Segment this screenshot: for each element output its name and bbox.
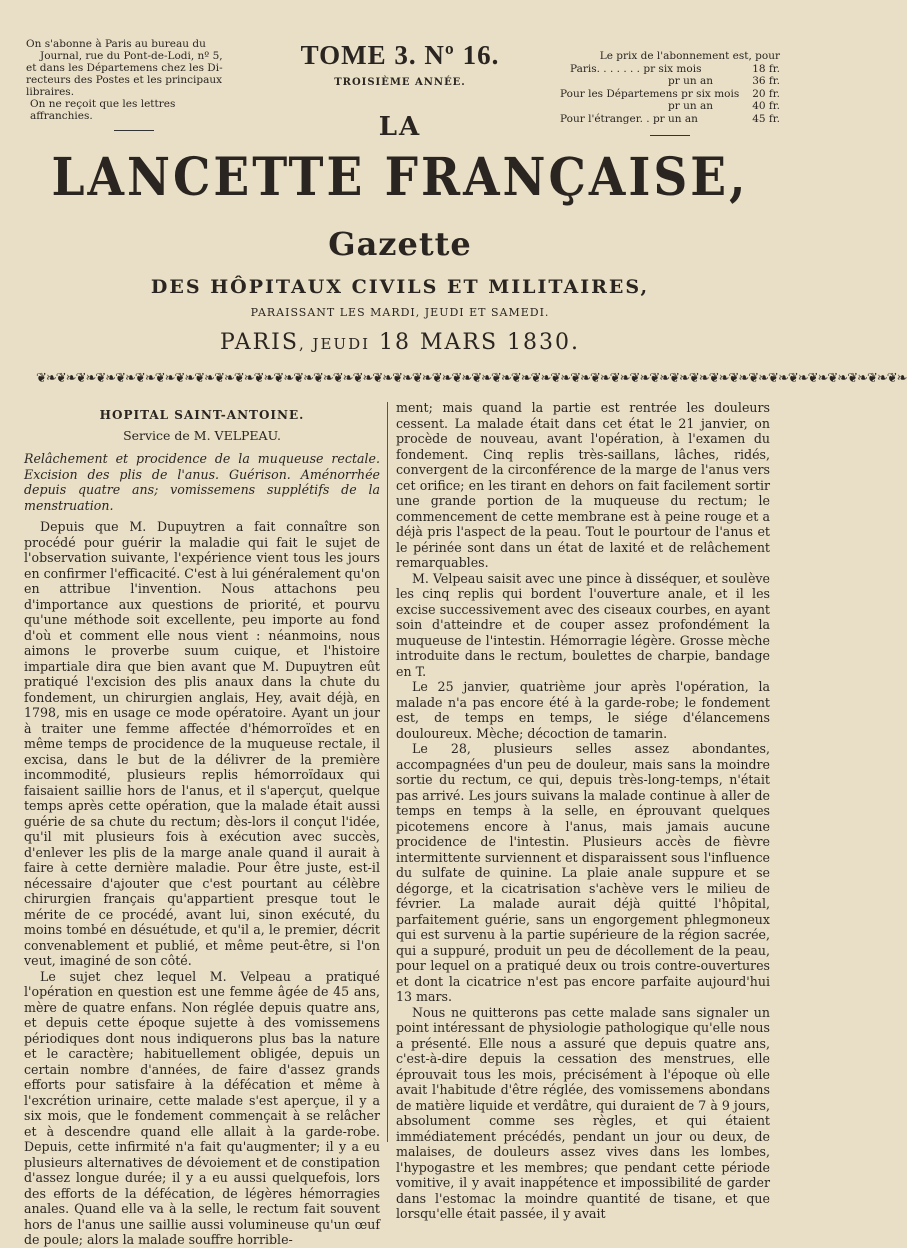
price-row (560, 63, 780, 76)
article-paragraph: M. Velpeau saisit avec une pince à disséquer, et soulève les cinq replis qui bordent l'ouverture anale, et il les excise successivement avec des ciseaux courbes, en ayant soin d'atteindre et de couper assez profondément la muqueuse de l'intestin. Hémorragie légère. Grosse mèche introduite dans le rectum, boulettes de charpie, bandage en T. (396, 570, 770, 679)
article-paragraph: Nous ne quitterons pas cette malade sans signaler un point intéressant de physiologie pathologique qu'elle nous a présenté. Elle nous a assuré que depuis quatre ans, c'est-à-dire depuis la cessation des menstrues, elle éprouvait tous les mois, précisément à l'époque où elle avait l'habitude d'être réglée, des vomissemens abondans de matière liquide et verdâtre, qui duraient de 7 à 9 jours, absolument comme ses règles, et qui étaient immédiatement précédés, pendant un jour ou deux, de malaises, de douleurs assez vives dans les lombes, l'hypogastre et les membres; que pendant cette période vomitive, il y avait inappétence et impossibilité de garder dans l'estomac la moindre quantité de tisane, et que lorsqu'elle était passée, il y avait (396, 1004, 770, 1221)
publication-schedule: PARAISSANT LES MARDI, JEUDI ET SAMEDI. (250, 306, 550, 319)
article-paragraph: ment; mais quand la partie est rentrée les douleurs cessent. La malade était dans cet état le 21 janvier, on procède de nouveau, avant l'opération, à l'examen du fondement. Cinq replis très-saillans, lâches, ridés, convergent de la circonférence de la marge de l'anus vers cet orifice; en les tirant en dehors on fait facilement sortir une grande portion de la muqueuse du rectum; le commencement de cette membrane est à peine rouge et a déjà pris l'aspect de la peau. Tout le pourtour de l'anus et le périnée sont dans un état de laxité et de relâchement remarquables. (396, 400, 770, 570)
dateline-weekday: , JEUDI (298, 335, 371, 353)
price-amount: 20 fr. (752, 87, 780, 100)
notice-line: libraires. (26, 86, 75, 98)
ornamental-border: ❦❧❦❧❦❧❦❧❦❧❦❧❦❧❦❧❦❧❦❧❦❧❦❧❦❧❦❧❦❧❦❧❦❧❦❧❦❧❦❧❦❧❦❧❦❧❦❧❦❧❦❧❦❧❦❧❦❧❦❧❦❧❦❧❦❧❦❧❦❧❦❧❦❧❦❧❦❧❦❧❦❧❦❧❦❧❦❧ (36, 371, 907, 386)
volume-number: TOME 3. Nº 16. (300, 40, 500, 70)
masthead-title: LANCETTE FRANÇAISE, (51, 146, 749, 209)
price-label: pr un an (668, 75, 713, 87)
article-paragraph: Le 25 janvier, quatrième jour après l'opération, la malade n'a pas encore été à la garde-robe; le fondement est, de temps en temps, le siége d'élancemens douloureux. Mèche; décoction de tamarin. (396, 679, 770, 741)
article-paragraph: Le sujet chez lequel M. Velpeau a pratiqué l'opération en question est une femme âgée de 45 ans, mère de quatre enfans. Non réglée depuis quatre ans, et depuis cette époque sujette à des vomissemens périodiques dont nous indiquerons plus bas la nature et le caractère; habituellement obligée, depuis un certain nombre d'années, de faire d'assez grands efforts pour satisfaire à la défécation et même à l'excrétion urinaire, cette malade s'est aperçue, il y a six mois, que le fondement commençait à se relâcher et à descendre quand elle allait à la garde-robe. Depuis, cette infirmité n'a fait qu'augmenter; il y a eu plusieurs alternatives de dévoiement et de constipation d'assez longue durée; il y a eu aussi quelquefois, lors des efforts de la défécation, de légères hémorragies anales. Quand elle va à la selle, le rectum fait souvent hors de l'anus une saillie aussi volumineuse qu'un œuf de poule; alors la malade souffre horrible- (24, 968, 380, 1247)
column-right (396, 400, 770, 1222)
price-title: Le prix de l'abonnement est, pour (599, 50, 780, 62)
price-amount: 45 fr. (752, 112, 780, 125)
notice-line: et dans les Départemens chez les Di- (26, 62, 223, 74)
year-label: TROISIÈME ANNÉE. (334, 77, 466, 88)
price-label: pr un an (668, 100, 713, 112)
volume-block (290, 40, 510, 88)
article-paragraph: Depuis que M. Dupuytren a fait connaître son procédé pour guérir la maladie qui fait le sujet de l'observation suivante, l'expérience vient tous les jours en confirmer l'efficacité. C'est à lui généralement qu'on en attribue l'invention. Nous attachons peu d'importance aux questions de priorité, et pourvu qu'une méthode soit excellente, peu importe au fond d'où et comment elle nous vient : néanmoins, nous aimons le proverbe suum cuique, et l'histoire impartiale dira que bien avant que M. Dupuytren eût pratiqué l'excision des plis anaux dans la chute du fondement, un chirurgien anglais, Hey, avait déjà, en 1798, mis en usage ce mode opératoire. Ayant un jour à traiter une femme affectée d'hémorroïdes et en même temps de procidence de la muqueuse rectale, il excisa, dans le but de la délivrer de la première incommodité, plusieurs replis hémorroïdaux qui faisaient saillie hors de l'anus, et il s'aperçut, quelque temps après cette opération, que la malade était aussi guérie de sa chute du rectum; dès-lors il conçut l'idée, qu'il mit plusieurs fois à exécution avec succès, d'enlever les plis de la marge anale quand il aurait à faire à cette dernière maladie. Pour être juste, est-il nécessaire d'ajouter que c'est pourtant au célèbre chirurgien français qu'appartient presque tout le mérite de ce procédé, avant lui, sinon exécuté, du moins tombé en désuétude, et qu'il a, le premier, décrit convenablement et publié, et même peut-être, si l'on veut, imaginé de son côté. (24, 519, 380, 968)
price-row (560, 75, 780, 88)
notice-line: On s'abonne à Paris au bureau du (26, 38, 206, 50)
masthead-gazette: Gazette (328, 225, 472, 263)
column-left (24, 400, 380, 1248)
notice-line: recteurs des Postes et les principaux (26, 74, 223, 86)
notice-line: On ne reçoit que les lettres affranchies. (30, 98, 176, 122)
price-amount: 36 fr. (752, 75, 780, 87)
dateline-date: 18 MARS 1830. (379, 330, 581, 355)
masthead-subtitle: DES HÔPITAUX CIVILS ET MILITAIRES, (150, 276, 650, 298)
price-row (560, 88, 780, 101)
article-paragraph: Le 28, plusieurs selles assez abondantes, accompagnées d'un peu de douleur, mais sans la moindre sortie du rectum, ce qui, depuis très-long-temps, n'était pas arrivé. Les jours suivans la malade continue à aller de temps en temps à la selle, en éprouvant quelques picotemens encore à l'anus, mais jamais aucune procidence de l'intestin. Plusieurs accès de fièvre intermittente surviennent et disparaissent sous l'influence du sulfate de quinine. La plaie anale suppure et se dégorge, et la cicatrisation s'achève vers le milieu de février. La malade aurait déjà quitté l'hôpital, parfaitement guérie, sans un engorgement phlegmoneux qui est survenu à la partie supérieure de la région sacrée, qui a suppuré, produit un peu de décollement de la peau, pour lequel on a pratiqué deux ou trois contre-ouvertures et dont la cicatrice n'est pas encore parfaite aujourd'hui 13 mars. (396, 741, 770, 1004)
case-summary: Relâchement et procidence de la muqueuse rectale. Excision des plis de l'anus. Guérison. Aménorrhée depuis quatre ans; vomissemens supplétifs de la menstruation. (24, 451, 380, 513)
service-heading: Service de M. VELPEAU. (123, 427, 281, 443)
price-amount: 18 fr. (752, 62, 780, 75)
price-label: Pour l'étranger. . pr un an (560, 112, 698, 125)
dateline-city: PARIS (219, 330, 299, 355)
notice-line: Journal, rue du Pont-de-Lodi, nº 5, (40, 50, 223, 62)
hospital-heading: HOPITAL SAINT-ANTOINE. (99, 408, 305, 422)
price-label: Pour les Départemens pr six mois (560, 87, 740, 100)
price-row (560, 100, 780, 113)
price-label: Paris. . . . . . . pr six mois (570, 62, 702, 75)
masthead-article: LA (378, 112, 422, 142)
column-divider (387, 402, 388, 1142)
price-amount: 40 fr. (752, 100, 780, 112)
dateline (0, 330, 800, 355)
